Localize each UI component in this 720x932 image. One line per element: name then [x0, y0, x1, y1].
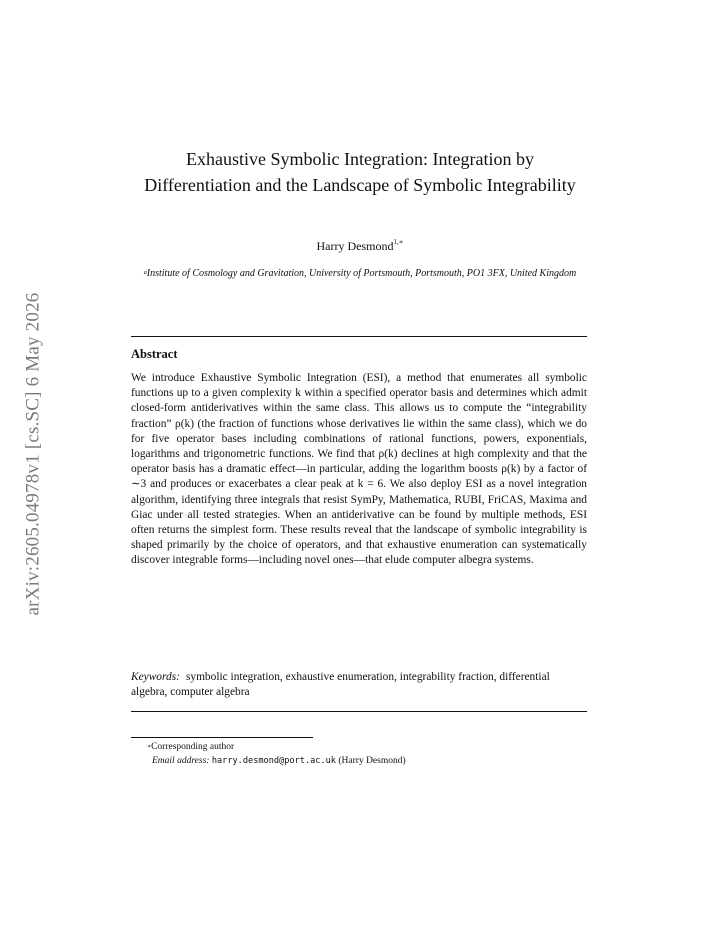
footnote-corresponding [131, 740, 587, 754]
footnote-corresponding-text: Corresponding author [151, 742, 235, 752]
email-label: Email address: [152, 756, 210, 766]
top-divider [131, 336, 587, 337]
affiliation-mark: a [143, 270, 147, 276]
author-marks: 1,∗ [393, 238, 404, 246]
footnote [131, 740, 587, 768]
author-line [200, 239, 520, 254]
author-name: Harry Desmond [316, 239, 394, 253]
arxiv-identifier: arXiv:2605.04978v1 [cs.SC] 6 May 2026 [22, 292, 43, 616]
arxiv-side-stamp [21, 268, 45, 640]
abstract-heading: Abstract [131, 347, 178, 361]
keywords [131, 670, 587, 700]
email-address[interactable]: harry.desmond@port.ac.uk [211, 756, 336, 766]
footnote-mark: ∗ [147, 744, 152, 750]
footnote-email-line [131, 754, 587, 768]
bottom-divider [131, 711, 587, 712]
paper-title: Exhaustive Symbolic Integration: Integration by Differentiation and the Landscape of Symbolic Integrability [144, 149, 576, 195]
abstract-text: We introduce Exhaustive Symbolic Integration (ESI), a method that enumerates all symbolic functions up to a given complexity k within a specified operator basis and determines which admit closed-form antiderivatives within the same class. This allows us to compute the “integrability fraction” ρ(k) (the fraction of functions whose derivatives lie within the same class), which we do for five operator bases including combinations of rational functions, powers, exponentials, logarithms and trigonometric functions. We find that ρ(k) declines at high complexity and that the operator basis has a dramatic effect—in particular, adding the logarithm boosts ρ(k) by a factor of ∼3 and produces or exacerbates a clear peak at k = 6. We also deploy ESI as a novel integration algorithm, identifying three integrals that resist SymPy, Mathematica, RUBI, FriCAS, Maxima and Giac under all tested strategies. When an antiderivative can be found by multiple methods, ESI often returns the simplest form. These results reveal that the landscape of symbolic integrability is shaped primarily by the choice of operators, and that exhaustive enumeration can systematically discover integrable forms—including novel ones—that elude computer albegra systems. [131, 372, 587, 567]
footnote-divider [131, 737, 313, 738]
affiliation [135, 267, 585, 280]
email-suffix: (Harry Desmond) [338, 756, 406, 766]
keywords-text: symbolic integration, exhaustive enumeration, integrability fraction, differential algebra, computer algebra [131, 671, 550, 699]
keywords-label: Keywords: [131, 671, 180, 683]
affiliation-text: Institute of Cosmology and Gravitation, University of Portsmouth, Portsmouth, PO1 3FX, United Kingdom [146, 268, 577, 279]
